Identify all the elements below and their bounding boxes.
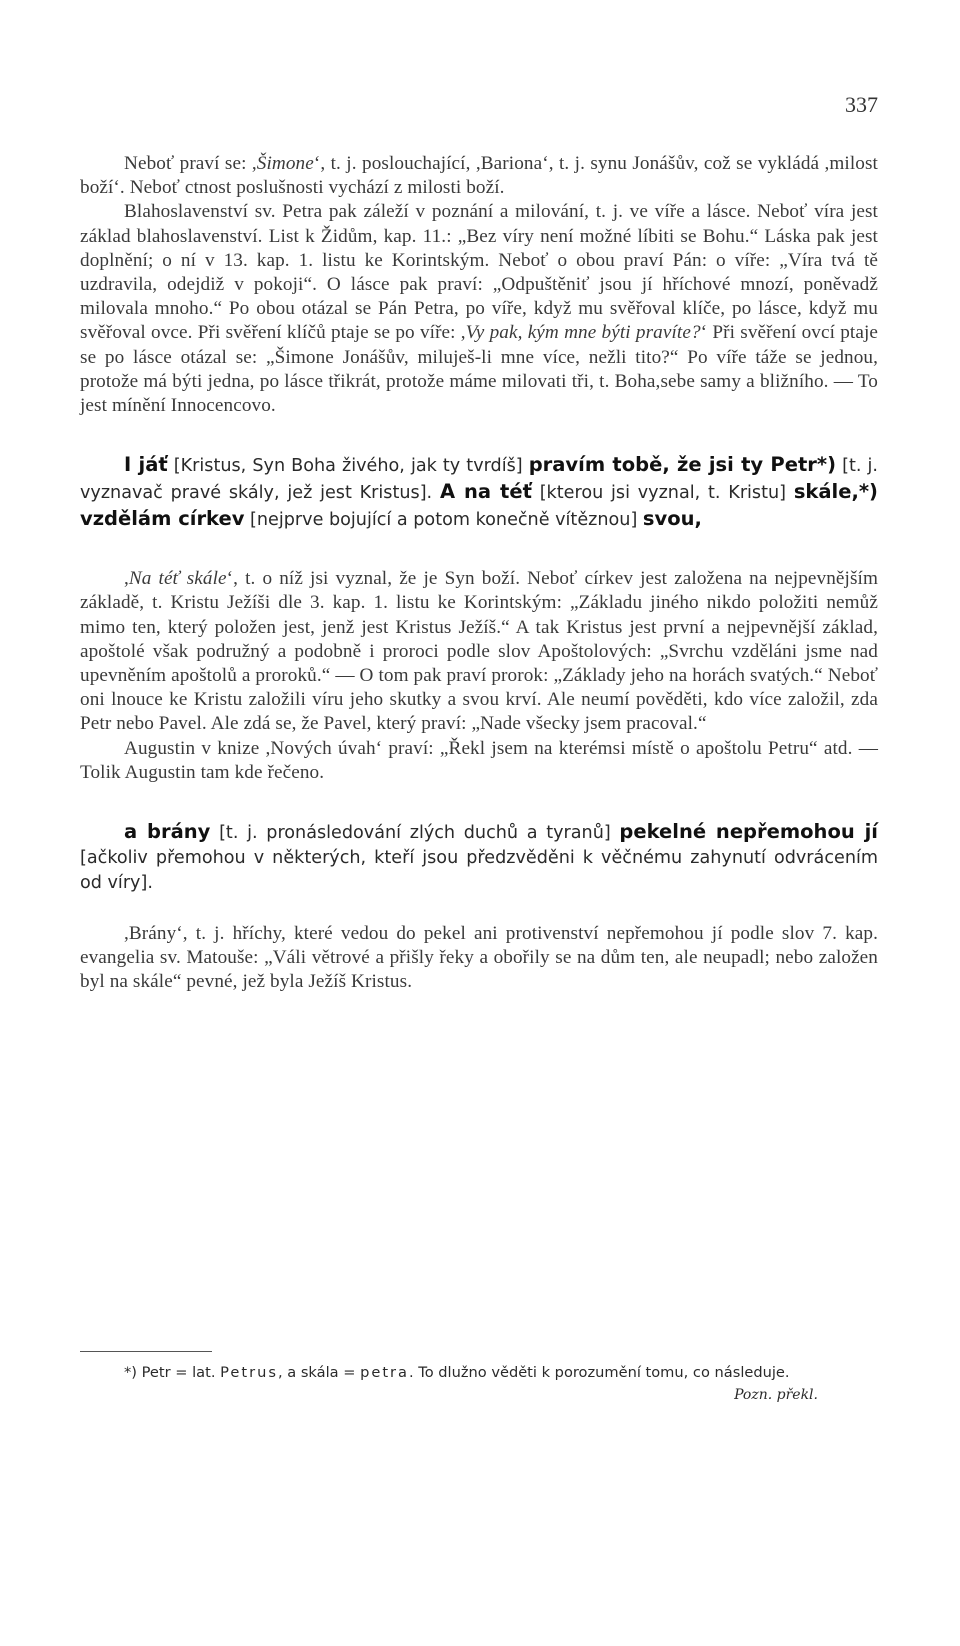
paragraph-faith-love: [80, 200, 878, 418]
spaced-word: Petrus: [220, 1364, 278, 1381]
paragraph-on-this-rock: [80, 567, 878, 736]
text-run: Blahoslavenství sv. Petra pak záleží v poznání a milování, t. j. ve víře a lásce. Neboť víra jest základ blahoslavenství. List k Židům, kap. 11.: „Bez víry není možné líbiti se Bohu.“ Láska pak jest doplnění; o ní v 13. kap. 1. listu ke Korintským. Neboť o obou praví Pán: o víře: „Víra tvá tě uzdravila, odejdiž v pokoji“. O lásce pak praví: „Odpuštěniť jsou jí hříchové mnozí, poněvadž milovala mnoho.“ Po obou otázal se Pán Petra, po víře, když mu svěřoval klíče, po lásce, když mu svěřoval ovce. Při svěření klíčů ptaje se po víře: ,: [80, 201, 878, 344]
spaced-word: petra: [360, 1364, 409, 1381]
paragraph-name-meaning: [80, 152, 878, 200]
paragraph-augustine: Augustin v knize ,Nových úvah‘ praví: „Řekl jsem na kterémsi místě o apoštolu Petru“ atd. — Tolik Augustin tam kde řečeno.: [80, 737, 878, 783]
bold-run: svou,: [642, 507, 702, 531]
text-run: ‘, t. o níž jsi vyznal, že je Syn boží. Neboť církev jest založena na nejpevnějším základě, t. Kristu Ježíši dle 3. kap. 1. listu ke Korintským: „Základu jiného nikdo položiti nemůž mimo ten, který položen jest, jenž jest Kristus Ježíš.“ A tak Kristus jest první a nejpevnější základ, apoštolé však podružný a podobně i proroci podle slov Apoštolových: „Svrchu vzděláni jsme nad upevněním apoštolů a proroků.“ — O tom pak praví prorok: „Základy jeho na horách svatých.“ Neboť oni lnouce ke Kristu založili víru jeho skutky a svou krví. Ale neumí pověděti, kdo více založil, zda Petr nebo Pavel. Ale zdá se, že Pavel, který praví: „Nade všecky jsem pracoval.“: [80, 568, 878, 735]
page-number: 337: [845, 92, 878, 117]
translator-note-signature: Pozn. překl.: [734, 1387, 818, 1403]
bold-run: a brány: [124, 820, 211, 844]
bold-run: skále,*) vzdělám církev: [80, 480, 878, 531]
scripture-verse-gates: [80, 819, 878, 896]
footnote: [80, 1362, 878, 1406]
gloss-run: [t. j. pronásledování zlých duchů a tyranů]: [210, 823, 620, 844]
italic-run: Na téť skále: [128, 568, 227, 590]
gloss-run: [Kristus, Syn Boha živého, jak ty tvrdíš]: [167, 456, 529, 477]
scripture-verse-rock: [80, 452, 878, 533]
bold-run: A na téť: [439, 480, 532, 504]
bold-run: pekelné nepřemohou jí: [619, 820, 878, 844]
gloss-run: [ačkoliv přemohou v některých, kteří jsou předzvěděni k věčnému zahynutí odvrácením od víry].: [80, 848, 878, 894]
page-text: [80, 152, 878, 995]
italic-run: Vy pak, kým mne býti pravíte?: [465, 322, 701, 344]
bold-run: pravím tobě, že jsi ty Petr*): [528, 453, 836, 477]
footnote-divider: [80, 1351, 212, 1352]
text-run: Neboť praví se: ,: [124, 153, 257, 174]
footnote-text: *) Petr = lat.: [124, 1364, 221, 1381]
italic-run: Šimone: [256, 153, 314, 174]
text-run: ‘ Při svěření ovcí ptaje se po lásce otázal se: „Šimone Jonášův, miluješ-li mne více, nežli tito?“ Po víře táže se jednou, protože má býti jedna, po lásce třikrát, protože máme milovati tři, t. Boha,sebe samy a bližního. — To jest mínění Innocencovo.: [80, 322, 878, 417]
bold-run: I jáť: [124, 453, 168, 477]
gloss-run: [kterou jsi vyznal, t. Kristu]: [531, 483, 794, 504]
footnote-text: , a skála =: [277, 1364, 361, 1381]
gloss-run: [t. j. vyznavač pravé skály, jež jest Kristus].: [80, 456, 878, 504]
paragraph-gates: ,Brány‘, t. j. hříchy, které vedou do pekel ani protivenství nepřemohou jí podle slov 7. kap. evangelia sv. Matouše: „Váli větrové a přišly řeky a obořily se na dům ten, ale neupadl; nebo založen byl na skále“ pevné, jež byla Ježíš Kristus.: [80, 923, 878, 993]
text-run: ,: [124, 568, 129, 590]
footnote-text: . To dlužno věděti k porozumění tomu, co následuje.: [409, 1364, 790, 1381]
text-run: ‘, t. j. poslouchající, ,Bariona‘, t. j. synu Jonášův, což se vykládá ,milost boží‘. Neboť ctnost poslušnosti vychází z milosti boží.: [80, 153, 878, 199]
gloss-run: [nejprve bojující a potom konečně vítěznou]: [244, 510, 643, 531]
